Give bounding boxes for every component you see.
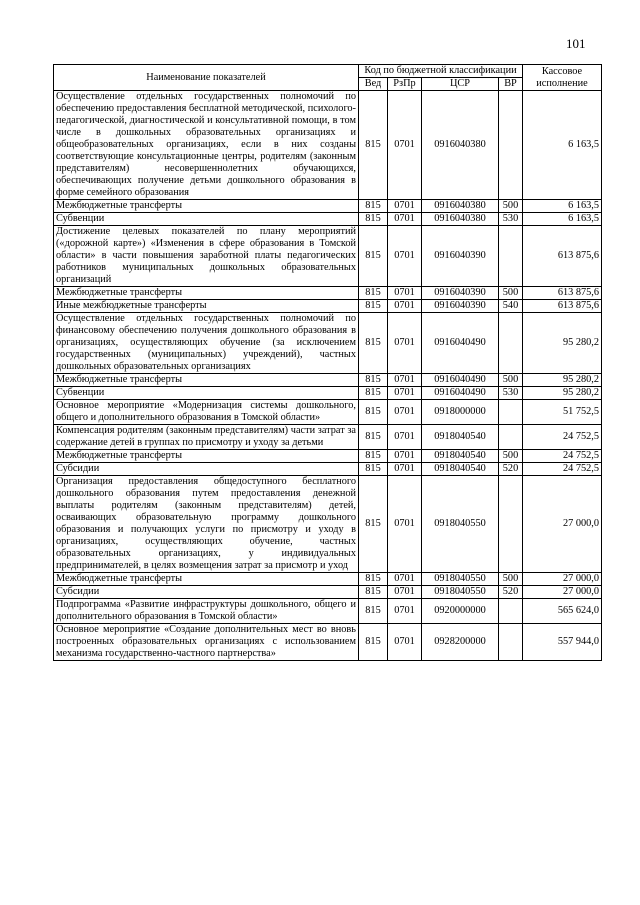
- row-rzpr: 0701: [388, 463, 422, 476]
- row-amount: 95 280,2: [523, 387, 602, 400]
- header-csr: ЦСР: [422, 78, 499, 91]
- page-number: 101: [566, 36, 586, 51]
- row-csr: 0918000000: [422, 400, 499, 425]
- row-rzpr: 0701: [388, 573, 422, 586]
- row-csr: 0918040540: [422, 425, 499, 450]
- row-name: Межбюджетные трансферты: [54, 450, 359, 463]
- row-vr: 500: [499, 287, 523, 300]
- row-amount: 557 944,0: [523, 624, 602, 661]
- row-vr: [499, 226, 523, 287]
- table-row: [54, 476, 602, 573]
- row-ved: 815: [359, 624, 388, 661]
- table-row: [54, 425, 602, 450]
- table-row: [54, 599, 602, 624]
- row-csr: 0916040390: [422, 226, 499, 287]
- row-csr: 0918040540: [422, 463, 499, 476]
- row-vr: [499, 91, 523, 200]
- row-csr: 0916040490: [422, 313, 499, 374]
- row-amount: 24 752,5: [523, 463, 602, 476]
- row-csr: 0918040550: [422, 476, 499, 573]
- row-vr: [499, 313, 523, 374]
- row-csr: 0916040380: [422, 200, 499, 213]
- table-row: [54, 213, 602, 226]
- row-vr: [499, 599, 523, 624]
- row-ved: 815: [359, 586, 388, 599]
- row-ved: 815: [359, 374, 388, 387]
- row-ved: 815: [359, 450, 388, 463]
- table-row: [54, 226, 602, 287]
- row-name: Межбюджетные трансферты: [54, 374, 359, 387]
- table-row: [54, 287, 602, 300]
- header-vr: ВР: [499, 78, 523, 91]
- table-row: [54, 463, 602, 476]
- row-ved: 815: [359, 400, 388, 425]
- row-name: Субвенции: [54, 387, 359, 400]
- row-name: Иные межбюджетные трансферты: [54, 300, 359, 313]
- row-name: Подпрограмма «Развитие инфраструктуры дошкольного, общего и дополнительного образования в Томской области»: [54, 599, 359, 624]
- row-vr: 500: [499, 450, 523, 463]
- row-amount: 27 000,0: [523, 586, 602, 599]
- row-csr: 0920000000: [422, 599, 499, 624]
- row-vr: [499, 624, 523, 661]
- row-amount: 6 163,5: [523, 91, 602, 200]
- row-amount: 95 280,2: [523, 374, 602, 387]
- row-rzpr: 0701: [388, 599, 422, 624]
- row-amount: 565 624,0: [523, 599, 602, 624]
- row-vr: 500: [499, 573, 523, 586]
- row-rzpr: 0701: [388, 213, 422, 226]
- row-name: Межбюджетные трансферты: [54, 287, 359, 300]
- table-row: [54, 200, 602, 213]
- row-rzpr: 0701: [388, 226, 422, 287]
- row-rzpr: 0701: [388, 425, 422, 450]
- table-row: [54, 387, 602, 400]
- row-name: Межбюджетные трансферты: [54, 573, 359, 586]
- row-rzpr: 0701: [388, 374, 422, 387]
- budget-table: [53, 64, 602, 661]
- row-csr: 0928200000: [422, 624, 499, 661]
- row-vr: 530: [499, 213, 523, 226]
- row-amount: 24 752,5: [523, 425, 602, 450]
- row-name: Межбюджетные трансферты: [54, 200, 359, 213]
- row-ved: 815: [359, 300, 388, 313]
- row-name: Осуществление отдельных государственных полномочий по обеспечению предоставления бесплатной методической, психолого-педагогической, диагностической и консультативной помощи, в том числе в дошкольных образовательных организациях и общеобразовательных организациях, если в них созданы соответствующие консультационные центры, родителям (законным представителям) несовершеннолетних обучающихся, обеспечивающих получение детьми дошкольного образования в форме семейного образования: [54, 91, 359, 200]
- row-amount: 24 752,5: [523, 450, 602, 463]
- table-row: [54, 573, 602, 586]
- row-name: Компенсация родителям (законным представителям) части затрат за содержание детей в группах по присмотру и уходу за детьми: [54, 425, 359, 450]
- row-amount: 51 752,5: [523, 400, 602, 425]
- row-amount: 613 875,6: [523, 300, 602, 313]
- row-vr: 520: [499, 586, 523, 599]
- row-ved: 815: [359, 226, 388, 287]
- row-vr: [499, 425, 523, 450]
- row-csr: 0916040490: [422, 387, 499, 400]
- row-ved: 815: [359, 91, 388, 200]
- row-vr: 540: [499, 300, 523, 313]
- row-vr: 520: [499, 463, 523, 476]
- row-name: Основное мероприятие «Создание дополнительных мест во вновь построенных образовательных организациях с использованием механизма государственно-частного партнерства»: [54, 624, 359, 661]
- row-ved: 815: [359, 387, 388, 400]
- table-row: [54, 450, 602, 463]
- row-amount: 6 163,5: [523, 213, 602, 226]
- row-rzpr: 0701: [388, 387, 422, 400]
- row-amount: 613 875,6: [523, 287, 602, 300]
- header-code-group: Код по бюджетной классификации: [359, 65, 523, 78]
- row-name: Основное мероприятие «Модернизация системы дошкольного, общего и дополнительного образования в Томской области»: [54, 400, 359, 425]
- row-csr: 0916040490: [422, 374, 499, 387]
- header-name: Наименование показателей: [54, 65, 359, 91]
- row-vr: 500: [499, 200, 523, 213]
- row-csr: 0918040550: [422, 573, 499, 586]
- row-name: Субвенции: [54, 213, 359, 226]
- row-ved: 815: [359, 599, 388, 624]
- table-row: [54, 313, 602, 374]
- row-amount: 613 875,6: [523, 226, 602, 287]
- row-csr: 0916040390: [422, 287, 499, 300]
- row-rzpr: 0701: [388, 476, 422, 573]
- row-vr: 500: [499, 374, 523, 387]
- row-amount: 27 000,0: [523, 476, 602, 573]
- row-name: Субсидии: [54, 463, 359, 476]
- table-row: [54, 586, 602, 599]
- row-amount: 27 000,0: [523, 573, 602, 586]
- row-ved: 815: [359, 287, 388, 300]
- header-amount: Кассовое исполнение: [523, 65, 602, 91]
- row-ved: 815: [359, 213, 388, 226]
- table-row: [54, 91, 602, 200]
- row-rzpr: 0701: [388, 287, 422, 300]
- row-csr: 0916040380: [422, 91, 499, 200]
- header-ved: Вед: [359, 78, 388, 91]
- row-vr: [499, 476, 523, 573]
- table-row: [54, 400, 602, 425]
- row-amount: 95 280,2: [523, 313, 602, 374]
- row-ved: 815: [359, 425, 388, 450]
- row-vr: 530: [499, 387, 523, 400]
- row-rzpr: 0701: [388, 624, 422, 661]
- row-csr: 0918040550: [422, 586, 499, 599]
- row-name: Субсидии: [54, 586, 359, 599]
- table-row: [54, 624, 602, 661]
- row-name: Организация предоставления общедоступного бесплатного дошкольного образования путем предоставления денежной выплаты родителям (законным представителям) детей, осваивающих образовательную программу дошкольного образования и получающих услуги по присмотру и уходу в организациях, осуществляющих обучение, частных образовательных организациях, у индивидуальных предпринимателей, в целях возмещения затрат за присмотр и уход: [54, 476, 359, 573]
- row-ved: 815: [359, 476, 388, 573]
- row-rzpr: 0701: [388, 450, 422, 463]
- header-rzpr: РзПр: [388, 78, 422, 91]
- row-rzpr: 0701: [388, 400, 422, 425]
- row-vr: [499, 400, 523, 425]
- row-rzpr: 0701: [388, 586, 422, 599]
- row-ved: 815: [359, 573, 388, 586]
- row-ved: 815: [359, 313, 388, 374]
- row-rzpr: 0701: [388, 91, 422, 200]
- row-rzpr: 0701: [388, 300, 422, 313]
- row-csr: 0916040380: [422, 213, 499, 226]
- row-rzpr: 0701: [388, 200, 422, 213]
- row-ved: 815: [359, 200, 388, 213]
- table-row: [54, 374, 602, 387]
- row-csr: 0916040390: [422, 300, 499, 313]
- row-name: Достижение целевых показателей по плану мероприятий («дорожной карте») «Изменения в сфере образования в Томской области» в части повышения заработной платы педагогических работников муниципальных дошкольных образовательных организаций: [54, 226, 359, 287]
- row-csr: 0918040540: [422, 450, 499, 463]
- row-amount: 6 163,5: [523, 200, 602, 213]
- table-row: [54, 300, 602, 313]
- row-ved: 815: [359, 463, 388, 476]
- row-rzpr: 0701: [388, 313, 422, 374]
- row-name: Осуществление отдельных государственных полномочий по финансовому обеспечению получения дошкольного образования в организациях, осуществляющих обучение (за исключением государственных (муниципальных) учреждений), частных дошкольных образовательных организациях: [54, 313, 359, 374]
